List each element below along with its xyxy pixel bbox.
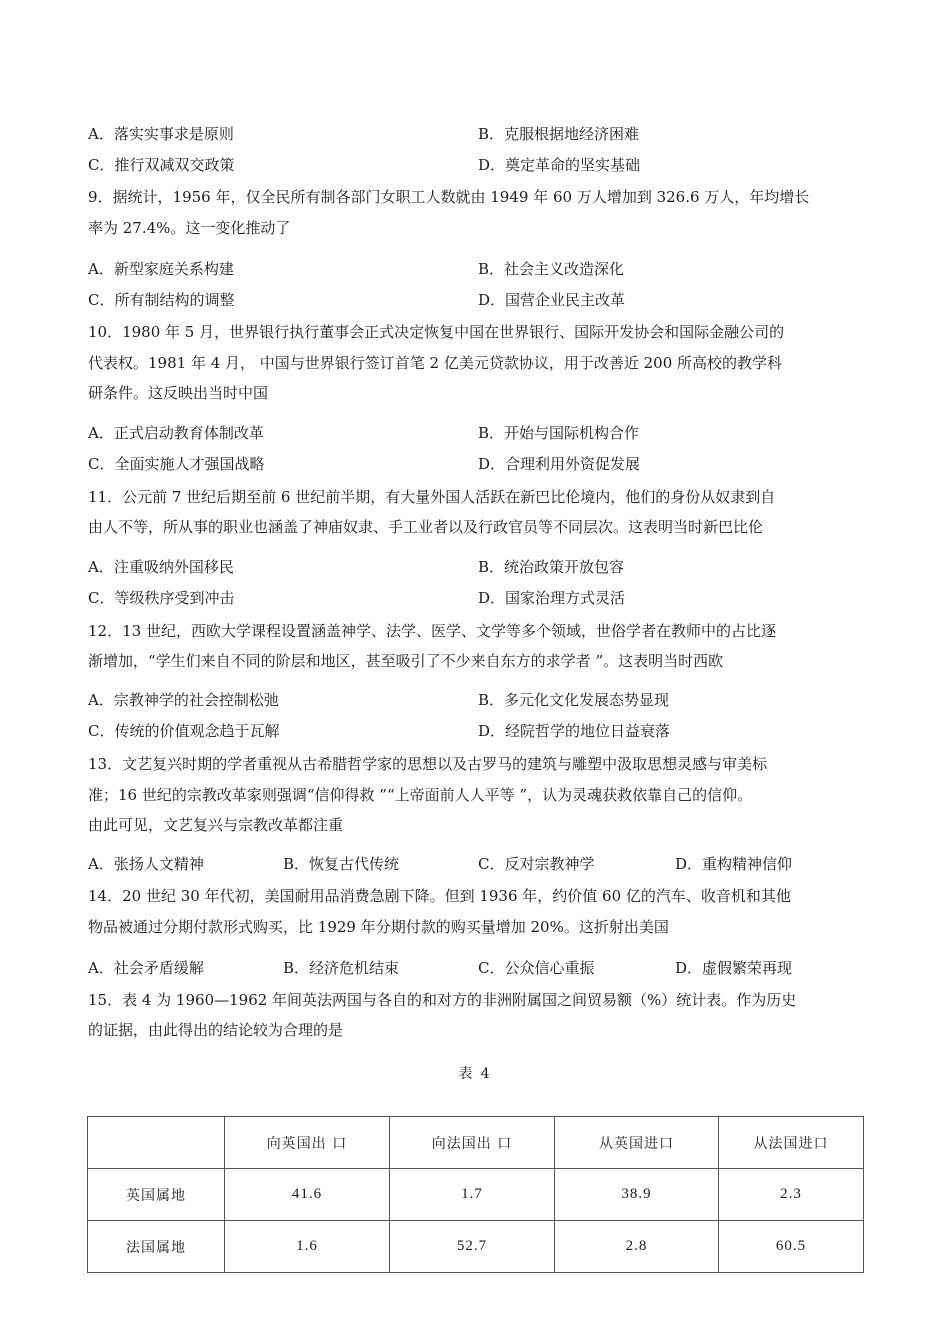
q14-stem-line-2: 物品被通过分期付款形式购买，比 1929 年分期付款的购买量增加 20%。这折射出美国 (88, 918, 669, 936)
q12-option-c: C．传统的价值观念趋于瓦解 (88, 722, 280, 740)
table-header-cell: 从法国进口 (719, 1117, 864, 1169)
table-row (88, 1169, 864, 1221)
q10-option-b: B．开始与国际机构合作 (478, 424, 640, 442)
q9-option-c: C．所有制结构的调整 (88, 291, 235, 309)
table-cell: 2.3 (719, 1169, 864, 1221)
q9-option-a: A．新型家庭关系构建 (88, 260, 234, 278)
q13-stem-line-1: 13．文艺复兴时期的学者重视从古希腊哲学家的思想以及古罗马的建筑与雕塑中汲取思想灵感与审美标 (88, 755, 768, 773)
q14-option-a: A．社会矛盾缓解 (88, 959, 204, 977)
table-header-row (88, 1117, 864, 1169)
table-row (88, 1221, 864, 1273)
table-header-cell: 从英国进口 (555, 1117, 719, 1169)
q12-option-b: B．多元化文化发展态势显现 (478, 691, 670, 709)
q14-option-c: C．公众信心重振 (478, 959, 595, 977)
table-cell: 60.5 (719, 1221, 864, 1273)
q13-option-c: C．反对宗教神学 (478, 855, 595, 873)
q11-option-d: D．国家治理方式灵活 (478, 589, 626, 607)
q15-stem-line-1: 15．表 4 为 1960—1962 年间英法两国与各自的和对方的非洲附属国之间贸易额（%）统计表。作为历史 (88, 991, 797, 1009)
q8-option-c: C．推行双减双交政策 (88, 156, 235, 174)
q9-option-b: B．社会主义改造深化 (478, 260, 625, 278)
q14-option-d: D．虚假繁荣再现 (675, 959, 793, 977)
q9-option-d: D．国营企业民主改革 (478, 291, 626, 309)
table-header-cell: 向法国出 口 (390, 1117, 555, 1169)
q13-stem-line-2: 准；16 世纪的宗教改革家则强调“信仰得救 ”“上帝面前人人平等 ”，认为灵魂获救依靠自己的信仰。 (88, 786, 753, 804)
q10-option-a: A．正式启动教育体制改革 (88, 424, 264, 442)
q8-option-d: D．奠定革命的坚实基础 (478, 156, 641, 174)
table-header-cell: 向英国出 口 (225, 1117, 390, 1169)
q13-option-a: A．张扬人文精神 (88, 855, 204, 873)
q12-option-d: D．经院哲学的地位日益衰落 (478, 722, 671, 740)
table-cell: 2.8 (555, 1221, 719, 1273)
q13-option-d: D．重构精神信仰 (675, 855, 793, 873)
table-row-label: 法国属地 (88, 1221, 225, 1273)
q11-option-c: C．等级秩序受到冲击 (88, 589, 235, 607)
q13-option-b: B．恢复古代传统 (283, 855, 400, 873)
q10-stem-line-1: 10．1980 年 5 月，世界银行执行董事会正式决定恢复中国在世界银行、国际开发协会和国际金融公司的 (88, 323, 785, 341)
table-row-label: 英国属地 (88, 1169, 225, 1221)
q10-option-d: D．合理利用外资促发展 (478, 455, 641, 473)
q15-stem-line-2: 的证据，由此得出的结论较为合理的是 (88, 1021, 344, 1039)
q9-stem-line-2: 率为 27.4%。这一变化推动了 (88, 219, 291, 237)
table-cell: 1.6 (225, 1221, 390, 1273)
q14-stem-line-1: 14．20 世纪 30 年代初，美国耐用品消费急剧下降。但到 1936 年，约价值 60 亿的汽车、收音机和其他 (88, 887, 791, 905)
q12-stem-line-1: 12．13 世纪，西欧大学课程设置涵盖神学、法学、医学、文学等多个领域，世俗学者在教师中的占比逐 (88, 622, 776, 640)
q12-option-a: A．宗教神学的社会控制松弛 (88, 691, 279, 709)
q10-option-c: C．全面实施人才强国战略 (88, 455, 265, 473)
q8-option-a: A．落实实事求是原则 (88, 125, 234, 143)
q12-stem-line-2: 渐增加，“学生们来自不同的阶层和地区，甚至吸引了不少来自东方的求学者 ”。这表明当时西欧 (88, 652, 724, 670)
q11-option-b: B．统治政策开放包容 (478, 558, 625, 576)
q11-option-a: A．注重吸纳外国移民 (88, 558, 234, 576)
q10-stem-line-2: 代表权。1981 年 4 月， 中国与世界银行签订首笔 2 亿美元贷款协议，用于改善近 200 所高校的教学科 (88, 354, 783, 372)
q13-stem-line-3: 由此可见，文艺复兴与宗教改革都注重 (88, 816, 344, 834)
q8-option-b: B．克服根据地经济困难 (478, 125, 640, 143)
table-cell: 41.6 (225, 1169, 390, 1221)
q10-stem-line-3: 研条件。这反映出当时中国 (88, 384, 269, 402)
trade-table (87, 1116, 864, 1273)
table-caption: 表 4 (458, 1066, 492, 1082)
table-header-cell (88, 1117, 225, 1169)
table-cell: 52.7 (390, 1221, 555, 1273)
table-cell: 1.7 (390, 1169, 555, 1221)
table-cell: 38.9 (555, 1169, 719, 1221)
q14-option-b: B．经济危机结束 (283, 959, 400, 977)
q9-stem-line-1: 9．据统计，1956 年，仅全民所有制各部门女职工人数就由 1949 年 60 万人增加到 326.6 万人，年均增长 (88, 188, 810, 206)
q11-stem-line-1: 11．公元前 7 世纪后期至前 6 世纪前半期，有大量外国人活跃在新巴比伦境内，他们的身份从奴隶到自 (88, 488, 776, 506)
q11-stem-line-2: 由人不等，所从事的职业也涵盖了神庙奴隶、手工业者以及行政官员等不同层次。这表明当时新巴比伦 (88, 518, 764, 536)
